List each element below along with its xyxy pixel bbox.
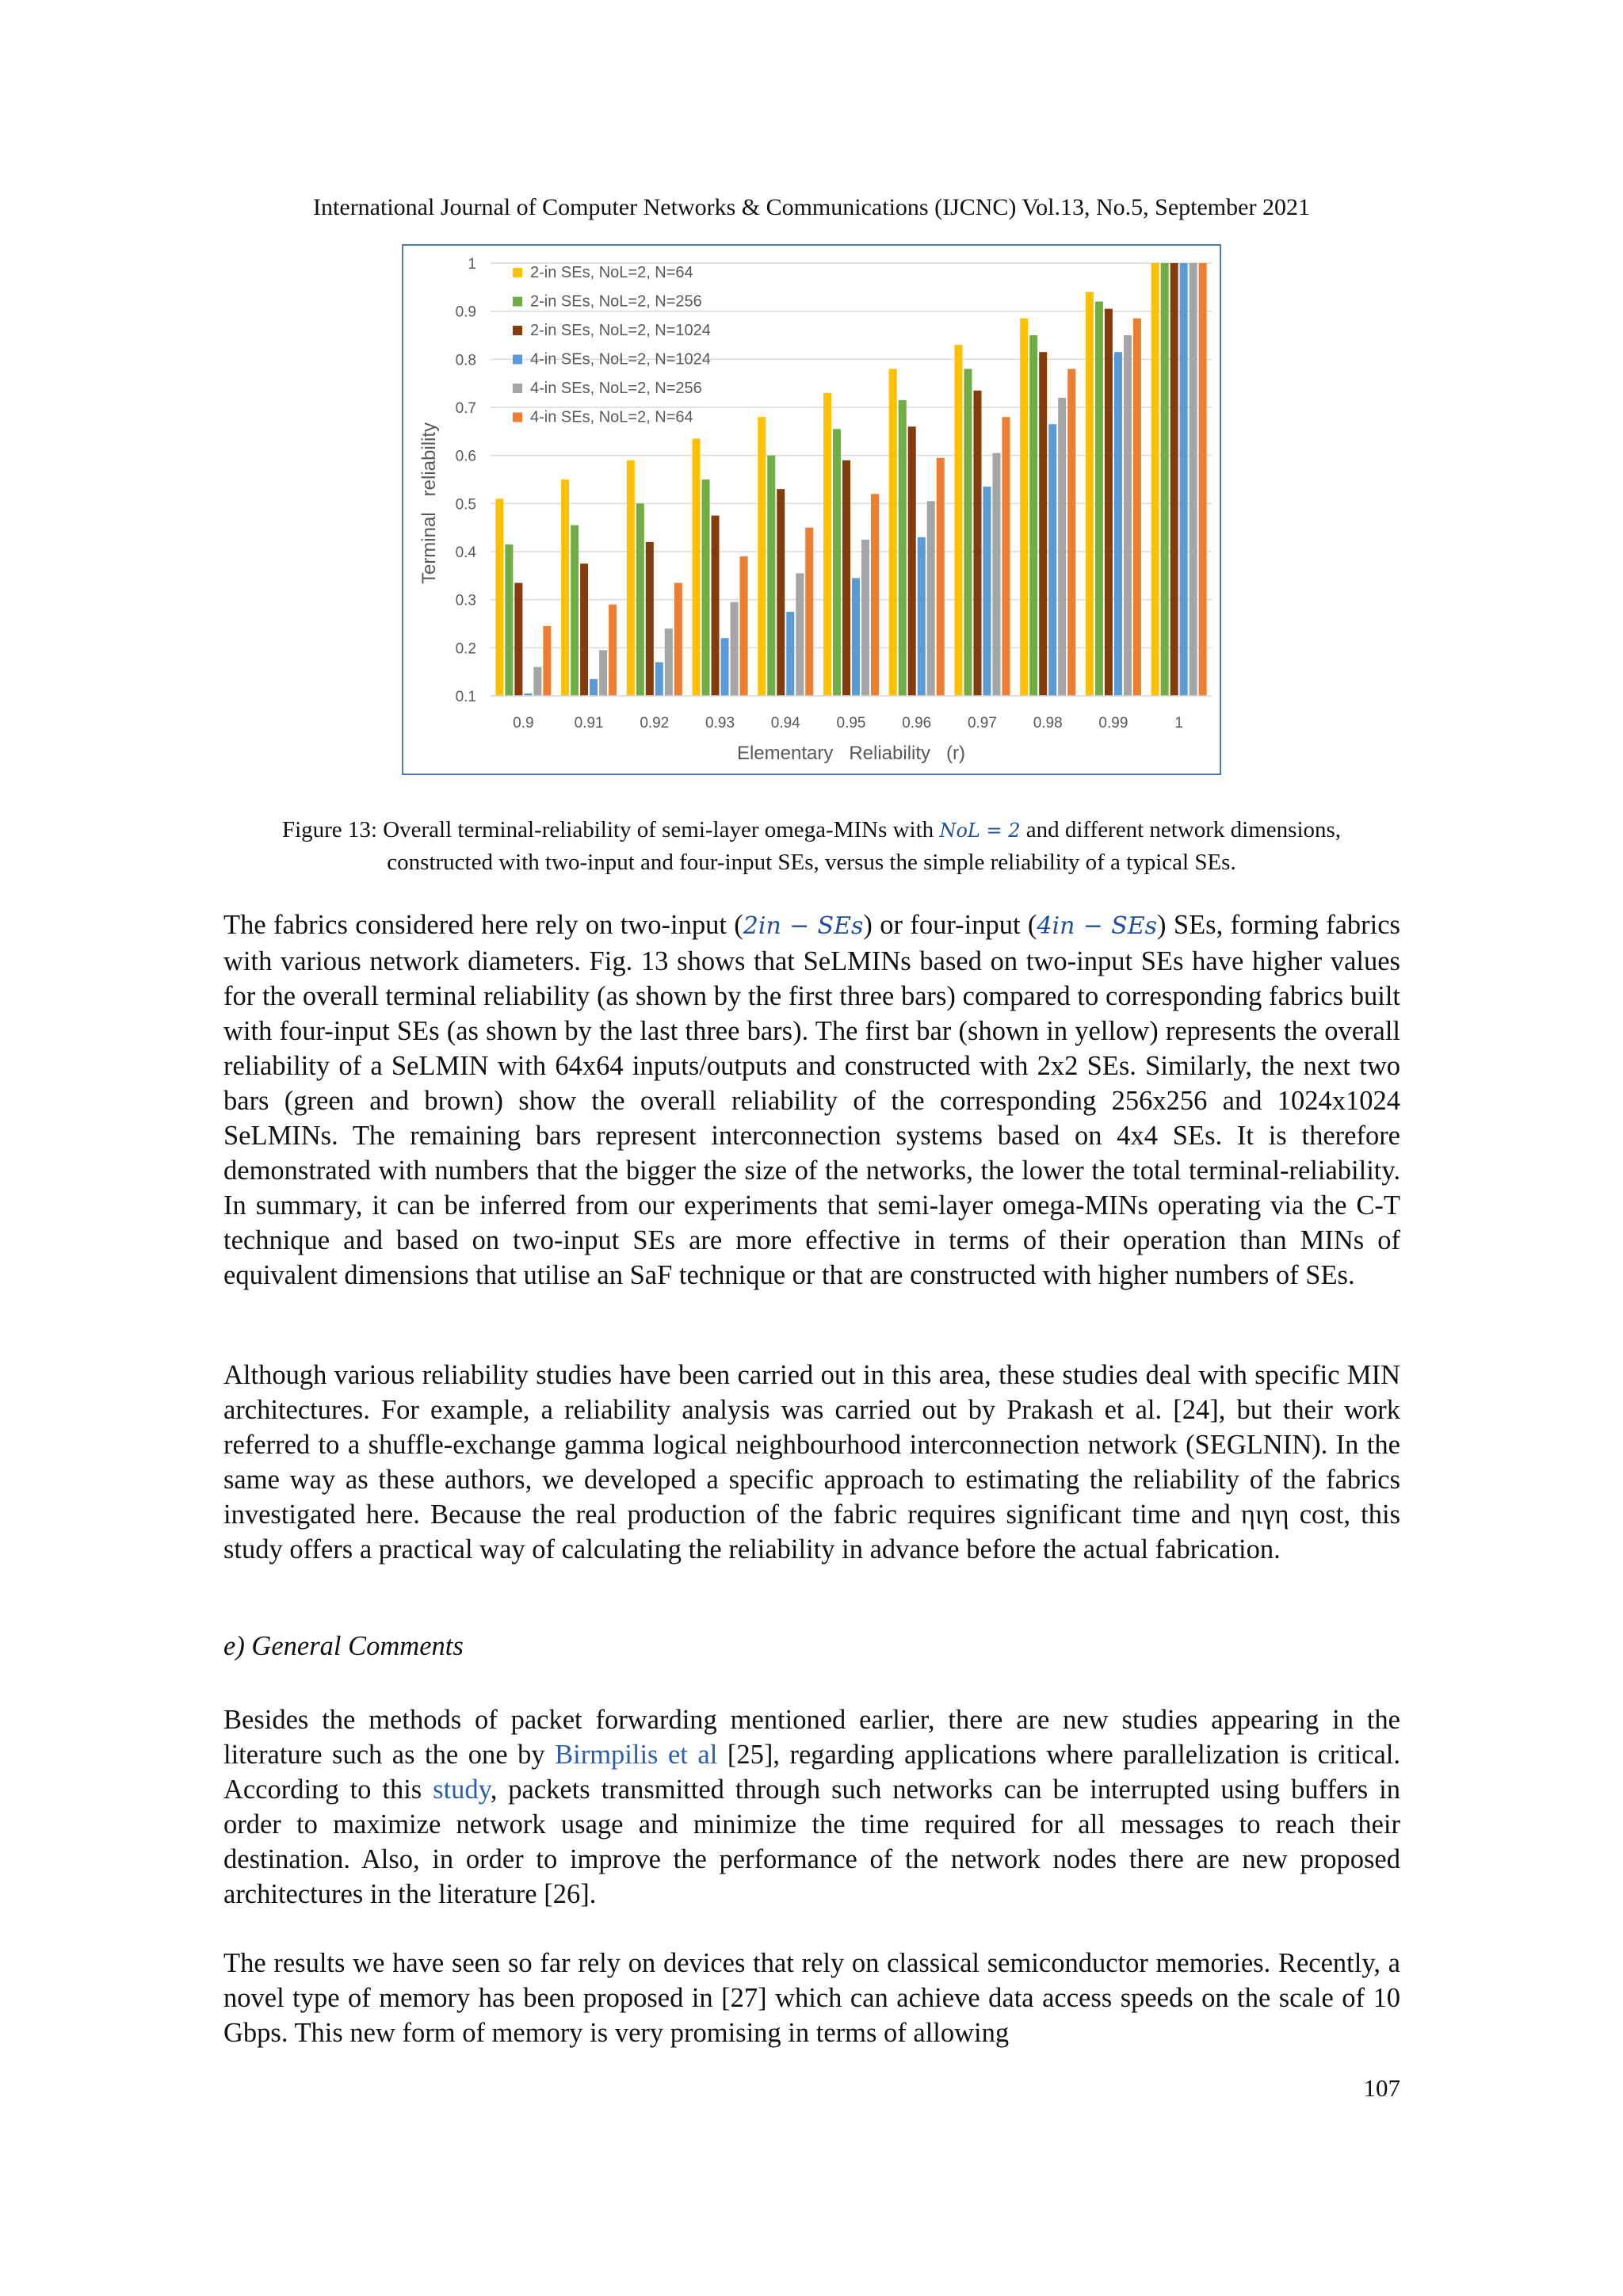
legend-label: 2-in SEs, NoL=2, N=1024 [530,322,711,339]
bar [1039,352,1047,696]
bar [805,528,813,696]
bar [702,479,710,696]
y-tick-label: 0.1 [455,689,476,705]
figure-caption [238,814,1385,878]
bar [655,663,663,696]
bar [1029,335,1037,696]
bar [1058,398,1066,696]
math-2in-ses: 2in − SEs [743,912,864,940]
bar [505,544,513,696]
bar [1170,263,1178,696]
bar [983,487,991,696]
bar [1105,309,1113,696]
para1-text-1: The fabrics considered here rely on two-input ( [223,910,743,940]
bar [1133,319,1141,696]
bar [842,460,850,696]
bar [1048,424,1056,696]
legend-label: 4-in SEs, NoL=2, N=256 [530,380,702,397]
paragraph-fabrics [223,907,1400,1293]
bar [590,679,598,696]
bar [823,393,831,696]
bar [1114,352,1122,696]
para3-text-3: , packets transmitted through such networks can be interrupted using buffers in order to maximize network usage and minimize the time required for all messages to reach their destination. Also, in order to improve the performance of the network nodes there are new proposed architectures in the literature [26]. [223,1775,1401,1909]
x-tick-label: 0.95 [836,715,866,732]
bar [712,516,720,697]
bar [609,605,617,696]
x-tick-label: 0.98 [1033,715,1063,732]
bar [627,460,635,696]
legend-swatch [513,355,522,365]
y-tick-label: 1 [468,256,476,273]
bar [514,583,522,696]
bar [1020,319,1028,696]
legend-swatch [513,384,522,393]
running-header: International Journal of Computer Networks & Communications (IJCNC) Vol.13, No.5, September 2021 [313,194,1310,220]
page-number: 107 [1363,2074,1400,2102]
para1-text-2: ) or four-input ( [863,910,1037,940]
bar [918,537,926,696]
bar [861,540,869,696]
caption-math-nol: NoL = 2 [939,819,1021,842]
bar [543,626,551,696]
bar [693,438,701,696]
x-tick-label: 1 [1174,715,1183,732]
legend-swatch [513,268,522,277]
x-tick-label: 0.97 [967,715,997,732]
link-study[interactable]: study [433,1775,491,1805]
bar [533,667,541,696]
y-tick-label: 0.8 [455,352,476,369]
bar [777,489,785,696]
bar [636,503,644,696]
bar [1095,302,1103,696]
bar [1199,263,1207,696]
bar [1086,292,1094,696]
bar [646,542,654,696]
legend-swatch [513,297,522,307]
legend-swatch [513,326,522,335]
legend-label: 4-in SEs, NoL=2, N=1024 [530,350,711,369]
x-tick-label: 0.9 [513,715,534,732]
x-tick-label: 0.99 [1098,715,1128,732]
x-tick-label: 0.91 [574,715,604,732]
bar [561,479,569,696]
bar [1151,263,1159,696]
bar [758,417,766,696]
bar [786,612,794,696]
legend-swatch [513,413,522,422]
bar [899,400,907,696]
bar [665,628,673,696]
x-tick-label: 0.96 [902,715,932,732]
bar [964,369,972,696]
paragraph-memories: The results we have seen so far rely on devices that rely on classical semiconductor memories. Recently, a novel type of memory has been proposed in [27] which can achieve data access speeds on the scale of 10 Gbps. This new form of memory is very promising in terms of allowing [223,1948,1400,2048]
bar [852,578,860,696]
paragraph-general-comments [223,1702,1400,1912]
paragraph-reliability-studies: Although various reliability studies have been carried out in this area, these studies deal with specific MIN architectures. For example, a reliability analysis was carried out by Prakash et al. [24], but their work referred to a shuffle-exchange gamma logical neighbourhood interconnection network (SEGLNIN). In the same way as these authors, we developed a specific approach to estimating the reliability of the fabrics investigated here. Because the real production of the fabric requires significant time and ηιγη cost, this study offers a practical way of calculating the reliability in advance before the actual fabrication. [223,1360,1400,1564]
bar [889,369,897,696]
x-tick-label: 0.94 [770,715,800,732]
y-axis-title: Terminal reliability [418,422,440,585]
x-tick-label: 0.92 [640,715,670,732]
section-heading-general-comments: e) General Comments [223,1631,464,1661]
bar [1067,369,1075,696]
figure-13-chart [402,244,1221,775]
math-4in-ses: 4in − SEs [1037,912,1158,940]
bar [937,458,945,696]
bar [740,556,748,696]
bar [1124,335,1132,696]
bar-chart [403,246,1220,774]
bar [1161,263,1169,696]
bar [973,391,981,696]
bar [767,456,775,696]
y-tick-label: 0.5 [455,496,476,514]
bar [871,494,879,696]
legend-label: 2-in SEs, NoL=2, N=256 [530,292,702,311]
link-birmpilis[interactable]: Birmpilis et al [555,1740,718,1770]
bar [992,453,1000,696]
legend-label: 4-in SEs, NoL=2, N=64 [530,408,693,426]
bar [731,602,739,696]
bar [927,501,935,696]
y-tick-label: 0.2 [455,640,476,658]
bar [674,583,682,696]
y-tick-label: 0.4 [455,544,476,561]
para3-text-2: [25], regarding applications where parallelization is critical. According to this [223,1740,1400,1805]
bar [571,525,579,696]
caption-text-start: Figure 13: Overall terminal-reliability of semi-layer omega-MINs with [281,817,940,842]
para1-text-3: ) SEs, forming fabrics with various network diameters. Fig. 13 shows that SeLMINs based on two-input SEs have higher values for the overall terminal reliability (as shown by the first three bars) compared to corresponding fabrics built with four-input SEs (as shown by the last three bars). The first bar (shown in yellow) represents the overall reliability of a SeLMIN with 64x64 inputs/outputs and constructed with 2x2 SEs. Similarly, the next two bars (green and brown) show the overall reliability of the corresponding 256x256 and 1024x1024 SeLMINs. The remaining bars represent interconnection systems based on 4x4 SEs. It is therefore demonstrated with numbers that the bigger the size of the networks, the lower the total terminal-reliability. In summary, it can be inferred from our experiments that semi-layer omega-MINs operating via the C-T technique and based on two-input SEs are more effective in terms of their operation than MINs of equivalent dimensions that utilise an SaF technique or that are constructed with higher numbers of SEs. [223,910,1400,1290]
y-tick-label: 0.9 [455,304,476,321]
bar [1190,263,1197,696]
bar [599,650,607,696]
bar [721,638,729,696]
bar [833,429,841,696]
bar [908,426,916,696]
caption-text-end: and different network dimensions, constructed with two-input and four-input SEs, versus the simple reliability of a typical SEs. [387,817,1342,875]
x-axis-title: Elementary Reliability (r) [736,743,966,764]
bar [1180,263,1188,696]
legend-label: 2-in SEs, NoL=2, N=64 [530,264,693,281]
bar [954,345,962,696]
bar [796,573,804,696]
bar [1002,417,1010,696]
y-tick-label: 0.3 [455,592,476,609]
y-tick-label: 0.6 [455,448,476,465]
para3-text-1: Besides the methods of packet forwarding mentioned earlier, there are new studies appearing in the literature such as the one by [223,1705,1400,1770]
x-tick-label: 0.93 [705,715,735,732]
bar [495,499,503,696]
y-tick-label: 0.7 [455,400,476,417]
bar [580,563,588,696]
